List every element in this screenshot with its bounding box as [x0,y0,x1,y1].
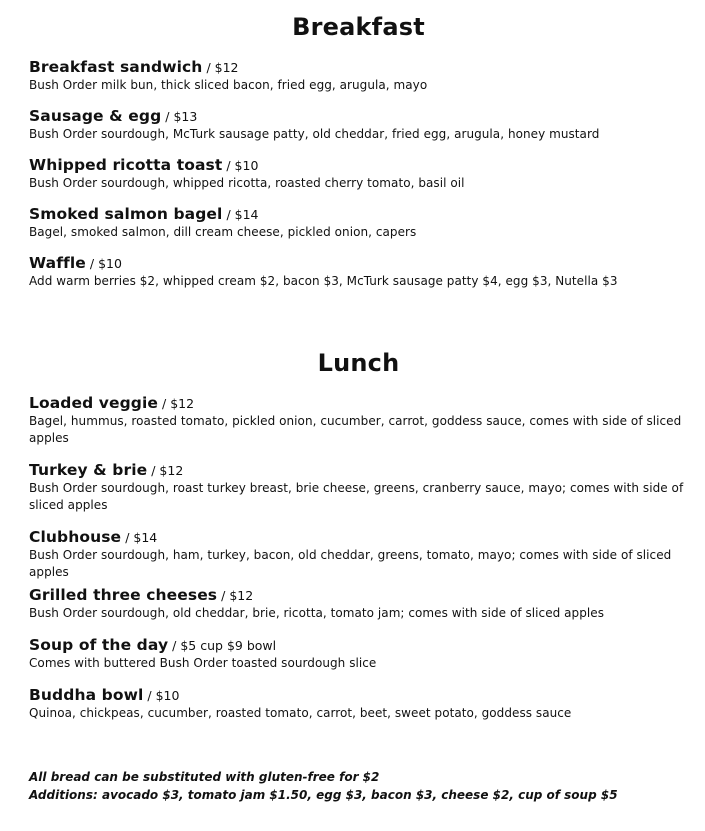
item-price: / $12 [221,588,254,603]
breakfast-heading: Breakfast [292,13,425,41]
additions-note: Additions: avocado $3, tomato jam $1.50, egg $3, bacon $3, cheese $2, cup of soup $5 [29,788,618,802]
lunch-heading: Lunch [317,349,400,377]
item-description: Bagel, hummus, roasted tomato, pickled onion, cucumber, carrot, goddess sauce, comes with side of sliced apples [29,414,682,445]
menu-item [29,106,694,155]
item-name: Breakfast sandwich [29,58,203,76]
item-name: Turkey & brie [29,461,148,479]
item-name: Soup of the day [29,636,169,654]
item-name: Buddha bowl [29,686,144,704]
item-price: / $13 [165,109,198,124]
item-description: Bush Order sourdough, roast turkey breast, brie cheese, greens, cranberry sauce, mayo; comes with side of sliced apples [29,481,684,512]
item-name: Sausage & egg [29,107,162,125]
item-description: Comes with buttered Bush Order toasted sourdough slice [29,656,377,670]
item-description: Bush Order sourdough, McTurk sausage patty, old cheddar, fried egg, arugula, honey mustard [29,127,600,141]
item-name: Clubhouse [29,528,122,546]
item-price: / $12 [162,396,195,411]
item-price: / $5 cup $9 bowl [172,638,277,653]
item-description: Bush Order milk bun, thick sliced bacon, fried egg, arugula, mayo [29,78,428,92]
item-description: Bush Order sourdough, ham, turkey, bacon, old cheddar, greens, tomato, mayo; comes with side of sliced apples [29,548,672,579]
gluten-free-note: All bread can be substituted with gluten-free for $2 [29,770,380,784]
item-price: / $12 [206,60,239,75]
item-price: / $10 [89,256,122,271]
menu-item [29,253,694,302]
lunch-menu-list [29,393,694,725]
item-name: Grilled three cheeses [29,586,218,604]
menu-item [29,155,694,204]
item-price: / $10 [147,688,180,703]
item-description: Add warm berries $2, whipped cream $2, bacon $3, McTurk sausage patty $4, egg $3, Nutella $3 [29,274,618,288]
item-description: Bush Order sourdough, whipped ricotta, roasted cherry tomato, basil oil [29,176,465,190]
item-price: / $10 [226,158,259,173]
breakfast-menu-list [29,57,694,302]
menu-item [29,527,694,585]
menu-item [29,393,694,460]
item-name: Whipped ricotta toast [29,156,223,174]
menu-item [29,685,694,725]
item-name: Loaded veggie [29,394,159,412]
menu-item [29,204,694,253]
item-name: Waffle [29,254,86,272]
menu-item [29,460,694,527]
item-price: / $14 [226,207,259,222]
menu-item [29,585,694,635]
menu-item [29,635,694,685]
item-description: Quinoa, chickpeas, cucumber, roasted tomato, carrot, beet, sweet potato, goddess sauce [29,706,572,720]
item-description: Bush Order sourdough, old cheddar, brie, ricotta, tomato jam; comes with side of sliced apples [29,606,605,620]
item-price: / $12 [151,463,184,478]
item-description: Bagel, smoked salmon, dill cream cheese, pickled onion, capers [29,225,417,239]
item-name: Smoked salmon bagel [29,205,223,223]
menu-footnotes [29,768,699,804]
menu-item [29,57,694,106]
item-price: / $14 [125,530,158,545]
